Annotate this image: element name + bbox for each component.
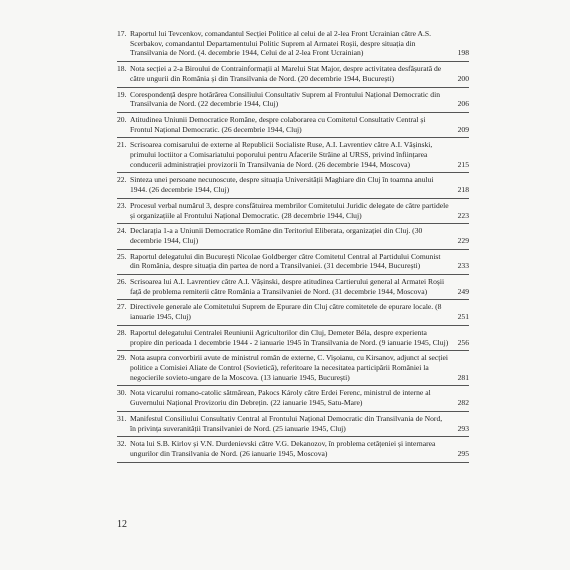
page-number: 12: [117, 519, 127, 530]
toc-entry: [117, 175, 469, 198]
entry-page-number: 293: [457, 423, 469, 433]
entry-page-number: 209: [457, 124, 469, 134]
entry-page-number: 229: [457, 235, 469, 245]
entry-title: Raportul delegatului din București Nicolae Goldberger către Comitetul Central al Partidului Comunist din România, despre situația din partea de nord a Transilvaniei. (31 decembrie 1944, București): [130, 251, 441, 271]
entry-title: Raportul delegatului Centralei Reuniunii Agricultorilor din Cluj, Demeter Béla, despre experienta propire din perioada 1 decembrie 1944 - 2 ianuarie 1945 în Transilvania de Nord. (9 ianuarie 1945, Cluj): [130, 327, 449, 347]
entry-title: Nota secției a 2-a Biroului de Contrainformații al Marelui Stat Major, despre activitatea desfășurată de către ungurii din România și din Transilvania de Nord. (20 decembrie 1944, București): [130, 64, 442, 83]
entry-page-number: 200: [457, 73, 469, 83]
entry-number: 22.: [117, 175, 127, 185]
entry-title: Scrisoarea lui A.I. Lavrentiev către A.I. Vâșinski, despre atitudinea Cartierului general al Armatei Roșii față de problema remiterii către România a Transilvaniei de Nord. (31 decembrie 1944, Moscova): [130, 277, 445, 296]
toc-entry: [117, 226, 469, 249]
entry-title: Directivele generale ale Comitetului Suprem de Epurare din Cluj către comitetele de epurare locale. (8 ianuarie 1945, Cluj): [130, 302, 442, 322]
entry-number: 18.: [117, 64, 127, 74]
entry-number: 29.: [117, 353, 127, 363]
entry-title: Sinteza unei persoane necunoscute, despre situația Universității Maghiare din Cluj în toamna anului 1944. (26 decembrie 1944, Cluj): [130, 175, 434, 195]
entry-page-number: 206: [457, 99, 469, 109]
toc-entry: [117, 277, 469, 300]
entry-number: 28.: [117, 327, 127, 337]
entry-page-number: 249: [457, 286, 469, 296]
entry-title: Manifestul Consiliului Consultativ Central al Frontului Național Democratic din Transilvania de Nord, în privința suveranității Transilvaniei de Nord. (25 ianuarie 1945, Cluj): [130, 413, 443, 433]
entry-page-number: 233: [457, 261, 469, 271]
entry-page-number: 256: [457, 337, 469, 347]
entry-number: 32.: [117, 439, 127, 449]
entry-page-number: 281: [457, 372, 469, 382]
entry-title: Nota asupra convorbirii avute de ministrul român de externe, C. Vișoianu, cu Kirsanov, adjunct al secției politice a Comisiei Aliate de Control (Sovietică), referitoare la necesitatea participării României la negocierile sovieto-ungare de la Moscova. (13 ianuarie 1945, București): [130, 353, 448, 382]
entry-title: Nota vicarului romano-catolic sătmărean, Pakocs Károly către Erdei Ferenc, ministrul de interne al Guvernului Național Provizoriu din Debrețin. (22 ianuarie 1945, Satu-Mare): [130, 388, 431, 408]
entry-title: Corespondență despre hotărârea Consiliului Consultativ Suprem al Frontului Național Democratic din Transilvania de Nord. (22 decembrie 1944, Cluj): [130, 89, 441, 109]
toc-entry: [117, 115, 469, 138]
toc-entry: [117, 302, 469, 325]
entry-number: 17.: [117, 29, 127, 38]
toc-entry: [117, 252, 469, 275]
entry-page-number: 295: [457, 448, 469, 458]
entry-number: 23.: [117, 200, 127, 210]
entry-number: 20.: [117, 114, 127, 124]
entry-page-number: 282: [457, 398, 469, 408]
entry-title: Procesul verbal numărul 3, despre consfătuirea membrilor Comitetului Juridic delegate de către partidele și organizațiile al Frontului Național Democratic. (28 decembrie 1944, Cluj): [130, 200, 449, 220]
entry-title: Scrisoarea comisarului de externe al Republicii Socialiste Ruse, A.I. Lavrentiev către A.I. Vâșinski, primului loctiitor a Comisariatului poporului pentru Afacerile Străine al URSS, privind înființarea conducerii administrației provizorii în Transilvania de Nord. (26 decembrie 1944, Moscova): [130, 140, 433, 169]
toc-entry: [117, 90, 469, 113]
entry-number: 27.: [117, 302, 127, 312]
entry-title: Raportul lui Tevcenkov, comandantul Secției Politice al celui de al 2-lea Front Ucrainian către A.S. Scerbakov, comandantul Departamentului Politic Suprem al Armatei Roșii, despre situația din Transilvania de Nord. (4. decembrie 1944, Celui de al 2-lea Front Ucrainian): [130, 29, 432, 58]
toc-entry: [117, 439, 469, 462]
toc-entry: [117, 328, 469, 351]
entry-page-number: 251: [457, 312, 469, 322]
entry-number: 24.: [117, 226, 127, 236]
table-of-contents: [117, 29, 469, 465]
toc-entry: [117, 140, 469, 173]
toc-entry: [117, 29, 469, 62]
toc-entry: [117, 388, 469, 411]
toc-entry: [117, 353, 469, 386]
entry-title: Atitudinea Uniunii Democratice Române, despre colaborarea cu Comitetul Consultativ Central și Frontul Național Democratic. (26 decembrie 1944, Cluj): [130, 114, 426, 134]
entry-number: 31.: [117, 413, 127, 423]
entry-number: 19.: [117, 89, 127, 99]
toc-entry: [117, 64, 469, 87]
entry-number: 25.: [117, 251, 127, 261]
entry-title: Declarația 1-a a Uniunii Democratice Române din Teritoriul Eliberata, organizației din Cluj. (30 decembrie 1944, Cluj): [130, 226, 423, 245]
entry-number: 26.: [117, 277, 127, 287]
entry-page-number: 218: [457, 185, 469, 195]
entry-number: 21.: [117, 140, 127, 150]
entry-page-number: 198: [457, 48, 469, 58]
toc-entry: [117, 201, 469, 224]
entry-page-number: 215: [457, 159, 469, 169]
entry-number: 30.: [117, 388, 127, 398]
entry-page-number: 223: [457, 210, 469, 220]
entry-title: Nota lui S.B. Kirlov și V.N. Durdenievski către V.G. Dekanozov, în problema cetățeniei și internarea ungurilor din Transilvania de Nord. (26 ianuarie 1945, Moscova): [130, 439, 436, 458]
toc-entry: [117, 414, 469, 437]
